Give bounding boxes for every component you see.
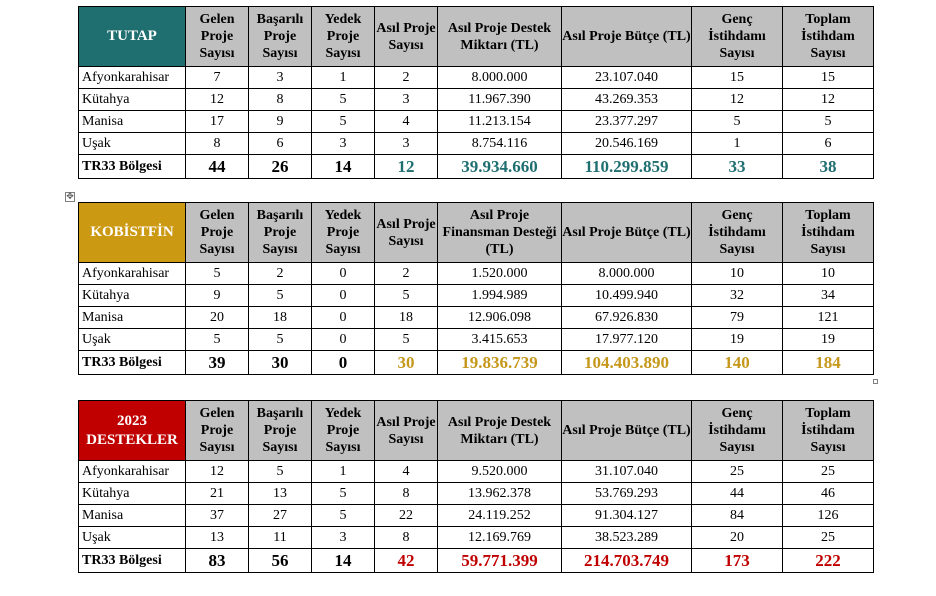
col-asil-header: Asıl Proje Sayısı (375, 401, 438, 461)
genc-total: 173 (692, 549, 783, 573)
gelen-cell: 7 (186, 67, 249, 89)
province-name: Uşak (79, 527, 186, 549)
col-yedek-header: Yedek Proje Sayısı (312, 401, 375, 461)
destekler-title-year: 2023 (117, 412, 147, 429)
destek-cell: 8.754.116 (438, 133, 562, 155)
gelen-cell: 20 (186, 307, 249, 329)
genc-cell: 79 (692, 307, 783, 329)
province-name: Uşak (79, 133, 186, 155)
col-asil-header: Asıl Proje Sayısı (375, 7, 438, 67)
col-destek-header: Asıl Proje Destek Miktarı (TL) (438, 7, 562, 67)
col-genc-header: Genç İstihdamı Sayısı (692, 401, 783, 461)
asil-cell: 22 (375, 505, 438, 527)
destek-cell: 3.415.653 (438, 329, 562, 351)
toplam-cell: 34 (783, 285, 874, 307)
toplam-cell: 46 (783, 483, 874, 505)
col-destek-header: Asıl Proje Finansman Desteği (TL) (438, 203, 562, 263)
genc-cell: 15 (692, 67, 783, 89)
region-total-label: TR33 Bölgesi (79, 155, 186, 179)
toplam-cell: 19 (783, 329, 874, 351)
col-butce-header: Asıl Proje Bütçe (TL) (562, 7, 692, 67)
asil-cell: 8 (375, 527, 438, 549)
genc-cell: 84 (692, 505, 783, 527)
resize-handle-icon[interactable] (873, 379, 878, 384)
basarili-total: 56 (249, 549, 312, 573)
butce-cell: 23.107.040 (562, 67, 692, 89)
toplam-cell: 5 (783, 111, 874, 133)
butce-cell: 10.499.940 (562, 285, 692, 307)
toplam-cell: 25 (783, 527, 874, 549)
asil-cell: 3 (375, 133, 438, 155)
butce-total: 214.703.749 (562, 549, 692, 573)
basarili-cell: 8 (249, 89, 312, 111)
col-toplam-header: Toplam İstihdam Sayısı (783, 7, 874, 67)
yedek-cell: 1 (312, 67, 375, 89)
asil-cell: 5 (375, 329, 438, 351)
yedek-total: 0 (312, 351, 375, 375)
gelen-cell: 8 (186, 133, 249, 155)
basarili-cell: 5 (249, 285, 312, 307)
yedek-total: 14 (312, 155, 375, 179)
col-gelen-header: Gelen Proje Sayısı (186, 7, 249, 67)
tutap-table (78, 6, 874, 179)
genc-cell: 20 (692, 527, 783, 549)
col-asil-header: Asıl Proje Sayısı (375, 203, 438, 263)
asil-cell: 3 (375, 89, 438, 111)
destekler-title (79, 401, 186, 461)
province-name: Kütahya (79, 89, 186, 111)
table-row (79, 67, 874, 89)
butce-cell: 67.926.830 (562, 307, 692, 329)
yedek-cell: 3 (312, 133, 375, 155)
asil-cell: 4 (375, 461, 438, 483)
province-name: Kütahya (79, 285, 186, 307)
basarili-total: 26 (249, 155, 312, 179)
toplam-cell: 10 (783, 263, 874, 285)
table-row (79, 285, 874, 307)
gelen-total: 44 (186, 155, 249, 179)
gelen-cell: 13 (186, 527, 249, 549)
genc-cell: 44 (692, 483, 783, 505)
gelen-cell: 5 (186, 263, 249, 285)
butce-cell: 17.977.120 (562, 329, 692, 351)
destek-cell: 9.520.000 (438, 461, 562, 483)
gelen-cell: 37 (186, 505, 249, 527)
gelen-total: 83 (186, 549, 249, 573)
col-toplam-header: Toplam İstihdam Sayısı (783, 203, 874, 263)
table-row (79, 263, 874, 285)
genc-cell: 1 (692, 133, 783, 155)
gelen-cell: 5 (186, 329, 249, 351)
genc-cell: 5 (692, 111, 783, 133)
butce-cell: 53.769.293 (562, 483, 692, 505)
col-gelen-header: Gelen Proje Sayısı (186, 203, 249, 263)
gelen-total: 39 (186, 351, 249, 375)
destek-cell: 13.962.378 (438, 483, 562, 505)
destek-cell: 11.213.154 (438, 111, 562, 133)
col-genc-header: Genç İstihdamı Sayısı (692, 7, 783, 67)
yedek-cell: 5 (312, 111, 375, 133)
yedek-cell: 0 (312, 263, 375, 285)
basarili-cell: 11 (249, 527, 312, 549)
genc-cell: 32 (692, 285, 783, 307)
toplam-cell: 15 (783, 67, 874, 89)
toplam-cell: 126 (783, 505, 874, 527)
basarili-cell: 18 (249, 307, 312, 329)
toplam-cell: 121 (783, 307, 874, 329)
genc-cell: 12 (692, 89, 783, 111)
province-name: Kütahya (79, 483, 186, 505)
butce-cell: 43.269.353 (562, 89, 692, 111)
basarili-cell: 2 (249, 263, 312, 285)
province-name: Afyonkarahisar (79, 263, 186, 285)
destekler-header-row (79, 401, 874, 461)
butce-cell: 8.000.000 (562, 263, 692, 285)
destek-cell: 1.994.989 (438, 285, 562, 307)
destek-cell: 12.906.098 (438, 307, 562, 329)
province-name: Manisa (79, 307, 186, 329)
kobistfin-title: KOBİSTFİN (79, 203, 186, 263)
yedek-cell: 0 (312, 307, 375, 329)
destek-cell: 11.967.390 (438, 89, 562, 111)
yedek-cell: 3 (312, 527, 375, 549)
total-row (79, 549, 874, 573)
table-row (79, 89, 874, 111)
province-name: Afyonkarahisar (79, 461, 186, 483)
genc-cell: 25 (692, 461, 783, 483)
asil-cell: 18 (375, 307, 438, 329)
basarili-cell: 9 (249, 111, 312, 133)
butce-total: 104.403.890 (562, 351, 692, 375)
region-total-label: TR33 Bölgesi (79, 351, 186, 375)
yedek-cell: 5 (312, 505, 375, 527)
region-total-label: TR33 Bölgesi (79, 549, 186, 573)
gelen-cell: 17 (186, 111, 249, 133)
gelen-cell: 12 (186, 461, 249, 483)
destekler-title-label: DESTEKLER (86, 431, 178, 448)
col-toplam-header: Toplam İstihdam Sayısı (783, 401, 874, 461)
asil-cell: 2 (375, 67, 438, 89)
gelen-cell: 9 (186, 285, 249, 307)
toplam-total: 222 (783, 549, 874, 573)
yedek-cell: 0 (312, 285, 375, 307)
col-basarili-header: Başarılı Proje Sayısı (249, 401, 312, 461)
toplam-total: 184 (783, 351, 874, 375)
col-genc-header: Genç İstihdamı Sayısı (692, 203, 783, 263)
total-row (79, 351, 874, 375)
destekler-2023-table (78, 400, 874, 573)
toplam-cell: 6 (783, 133, 874, 155)
genc-total: 33 (692, 155, 783, 179)
genc-cell: 19 (692, 329, 783, 351)
butce-cell: 20.546.169 (562, 133, 692, 155)
basarili-cell: 13 (249, 483, 312, 505)
col-destek-header: Asıl Proje Destek Miktarı (TL) (438, 401, 562, 461)
province-name: Manisa (79, 505, 186, 527)
destek-total: 39.934.660 (438, 155, 562, 179)
destek-cell: 24.119.252 (438, 505, 562, 527)
col-basarili-header: Başarılı Proje Sayısı (249, 203, 312, 263)
destek-total: 19.836.739 (438, 351, 562, 375)
total-row (79, 155, 874, 179)
asil-total: 12 (375, 155, 438, 179)
asil-cell: 8 (375, 483, 438, 505)
basarili-cell: 5 (249, 461, 312, 483)
asil-cell: 4 (375, 111, 438, 133)
col-yedek-header: Yedek Proje Sayısı (312, 7, 375, 67)
table-row (79, 329, 874, 351)
butce-total: 110.299.859 (562, 155, 692, 179)
asil-cell: 5 (375, 285, 438, 307)
basarili-cell: 5 (249, 329, 312, 351)
asil-cell: 2 (375, 263, 438, 285)
table-row (79, 505, 874, 527)
tutap-header-row (79, 7, 874, 67)
butce-cell: 31.107.040 (562, 461, 692, 483)
basarili-cell: 27 (249, 505, 312, 527)
col-gelen-header: Gelen Proje Sayısı (186, 401, 249, 461)
four-arrow-move-icon[interactable]: ✥ (66, 192, 74, 202)
table-row (79, 111, 874, 133)
col-butce-header: Asıl Proje Bütçe (TL) (562, 203, 692, 263)
basarili-cell: 3 (249, 67, 312, 89)
destek-cell: 1.520.000 (438, 263, 562, 285)
province-name: Uşak (79, 329, 186, 351)
tutap-title: TUTAP (79, 7, 186, 67)
asil-total: 42 (375, 549, 438, 573)
table-row (79, 307, 874, 329)
province-name: Afyonkarahisar (79, 67, 186, 89)
col-yedek-header: Yedek Proje Sayısı (312, 203, 375, 263)
toplam-cell: 25 (783, 461, 874, 483)
gelen-cell: 21 (186, 483, 249, 505)
table-row (79, 483, 874, 505)
toplam-cell: 12 (783, 89, 874, 111)
destek-total: 59.771.399 (438, 549, 562, 573)
butce-cell: 91.304.127 (562, 505, 692, 527)
basarili-total: 30 (249, 351, 312, 375)
kobistfin-table (78, 202, 874, 375)
yedek-cell: 0 (312, 329, 375, 351)
table-row (79, 527, 874, 549)
genc-cell: 10 (692, 263, 783, 285)
kobistfin-header-row (79, 203, 874, 263)
toplam-total: 38 (783, 155, 874, 179)
province-name: Manisa (79, 111, 186, 133)
table-row (79, 461, 874, 483)
col-basarili-header: Başarılı Proje Sayısı (249, 7, 312, 67)
yedek-total: 14 (312, 549, 375, 573)
table-row (79, 133, 874, 155)
col-butce-header: Asıl Proje Bütçe (TL) (562, 401, 692, 461)
yedek-cell: 5 (312, 483, 375, 505)
basarili-cell: 6 (249, 133, 312, 155)
butce-cell: 23.377.297 (562, 111, 692, 133)
genc-total: 140 (692, 351, 783, 375)
destek-cell: 12.169.769 (438, 527, 562, 549)
destek-cell: 8.000.000 (438, 67, 562, 89)
gelen-cell: 12 (186, 89, 249, 111)
yedek-cell: 5 (312, 89, 375, 111)
yedek-cell: 1 (312, 461, 375, 483)
asil-total: 30 (375, 351, 438, 375)
butce-cell: 38.523.289 (562, 527, 692, 549)
